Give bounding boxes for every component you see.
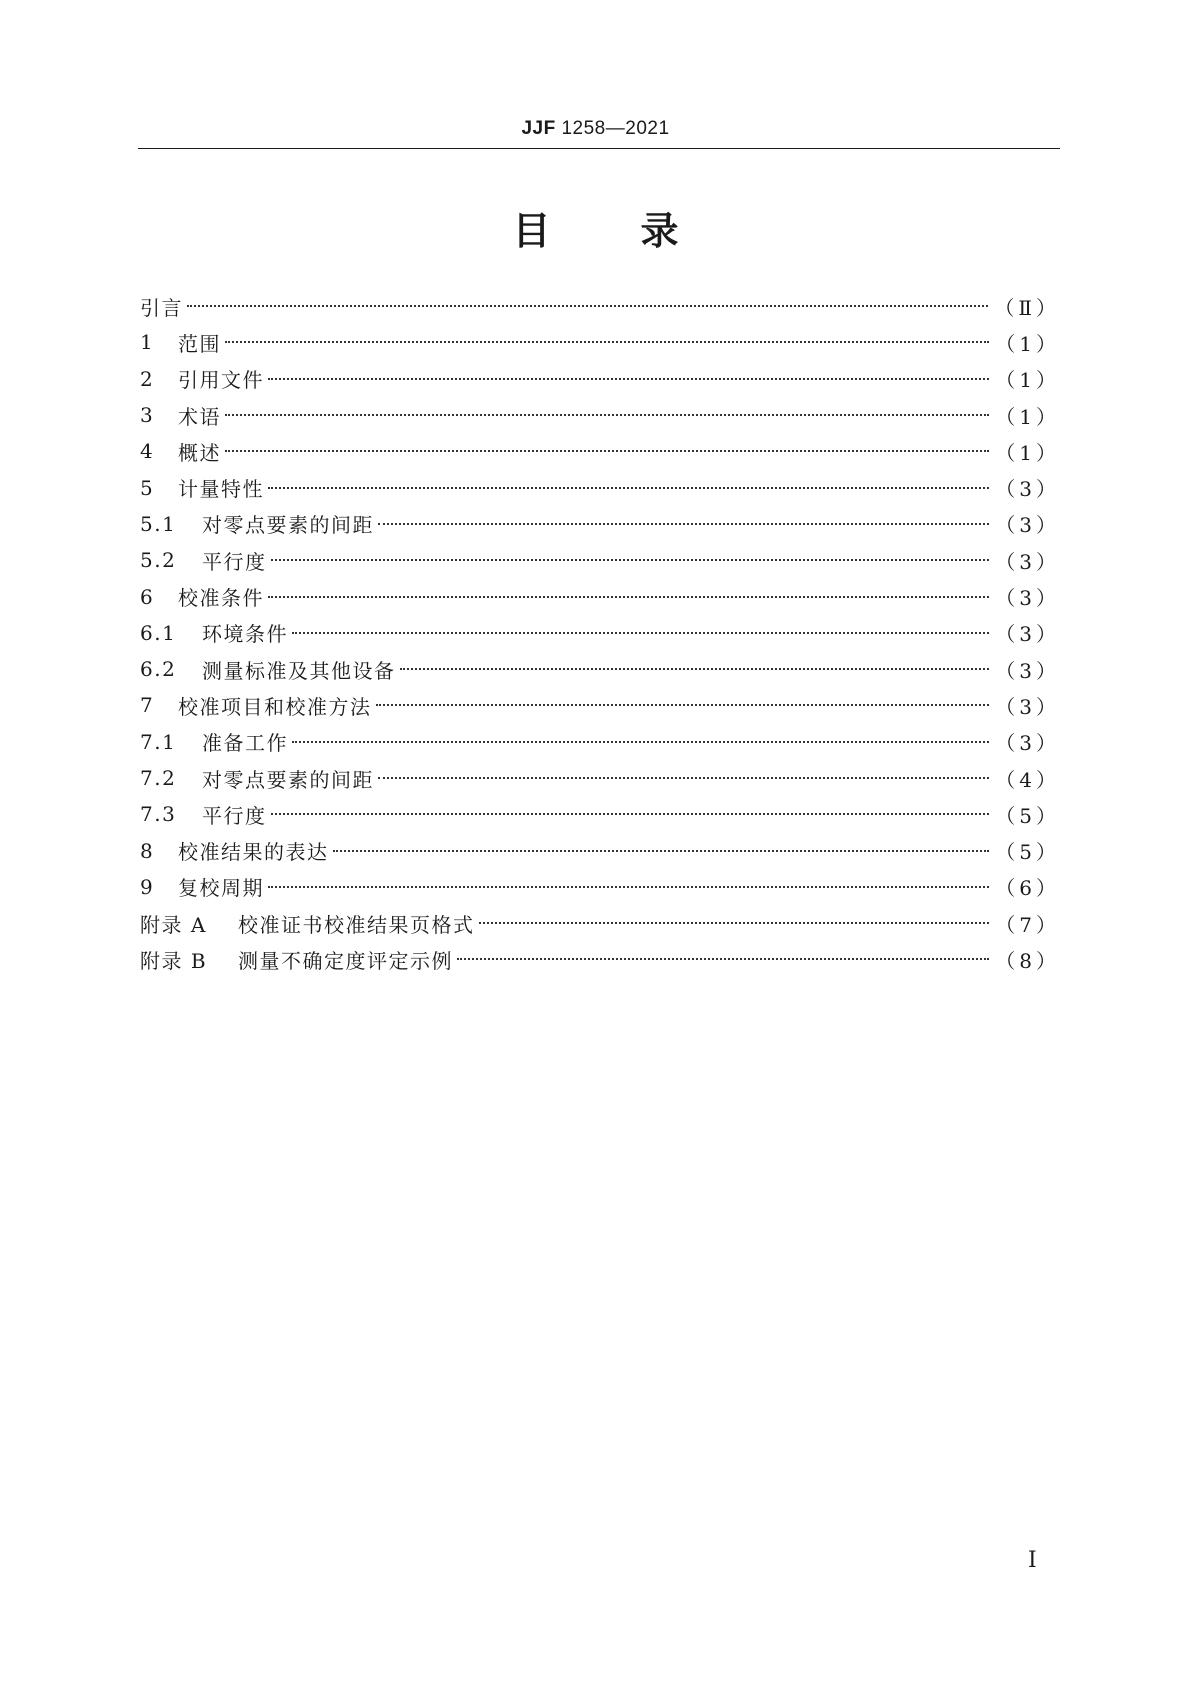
- toc-entry[interactable]: [140, 941, 1060, 977]
- toc-entry[interactable]: [140, 542, 1060, 578]
- toc-leader-dots: [333, 850, 990, 852]
- toc-entry-page: （3）: [995, 694, 1060, 719]
- toc-entry-title: 校准条件: [178, 586, 264, 611]
- toc-entry-number: 7.2: [140, 766, 177, 790]
- toc-entry-title: 校准证书校准结果页格式: [238, 912, 475, 937]
- toc-entry-number: 6: [140, 584, 155, 609]
- toc-entry-title: 范围: [178, 331, 221, 356]
- toc-entry-number: 6.1: [140, 620, 177, 645]
- toc-entry[interactable]: [140, 796, 1060, 832]
- toc-leader-dots: [268, 487, 989, 489]
- toc-entry[interactable]: [140, 869, 1060, 905]
- toc-entry-title: 环境条件: [202, 622, 288, 647]
- toc-entry-number: 3: [140, 403, 155, 428]
- toc-entry-title: 术语: [178, 404, 221, 429]
- toc-leader-dots: [271, 813, 990, 815]
- toc-leader-dots: [268, 596, 989, 598]
- toc-entry-title: 引言: [140, 295, 183, 320]
- toc-entry-page: （3）: [995, 586, 1060, 611]
- toc-entry-title: 概述: [178, 440, 221, 465]
- toc-leader-dots: [378, 777, 989, 779]
- toc-entry-title: 测量标准及其他设备: [202, 658, 396, 683]
- toc-entry[interactable]: [140, 724, 1060, 760]
- toc-entry[interactable]: [140, 578, 1060, 614]
- toc-leader-dots: [225, 450, 989, 452]
- toc-entry[interactable]: [140, 324, 1060, 360]
- toc-entry-number: 7.3: [140, 802, 177, 827]
- toc-entry-number: 9: [140, 874, 155, 899]
- toc-entry-number: 附录 A: [140, 912, 207, 937]
- toc-entry-number: 附录 B: [140, 948, 208, 973]
- toc-entry[interactable]: [140, 651, 1060, 687]
- header-divider: [138, 148, 1060, 149]
- title-char-1: 目: [512, 209, 551, 253]
- toc-entry-page: （4）: [995, 767, 1060, 792]
- toc-entry[interactable]: [140, 832, 1060, 868]
- toc-entry-page: （5）: [995, 803, 1060, 828]
- toc-leader-dots: [268, 886, 989, 888]
- standard-prefix: JJF: [521, 118, 556, 139]
- toc-entry-page: （1）: [995, 404, 1060, 429]
- toc-leader-dots: [400, 668, 990, 670]
- toc-entry[interactable]: [140, 760, 1060, 796]
- toc-entry-number: 8: [140, 838, 155, 863]
- toc-entry-title: 校准项目和校准方法: [178, 694, 372, 719]
- toc-entry-number: 5.2: [140, 548, 177, 573]
- toc-entry-title: 测量不确定度评定示例: [238, 948, 453, 973]
- toc-entry-title: 复校周期: [178, 876, 264, 901]
- toc-entry-page: （Ⅱ）: [994, 295, 1060, 320]
- toc-entry-page: （5）: [995, 840, 1060, 865]
- toc-entry-page: （1）: [995, 331, 1060, 356]
- toc-entry-number: 5: [140, 475, 155, 500]
- toc-entry-number: 2: [140, 366, 155, 391]
- toc-entry[interactable]: [140, 397, 1060, 433]
- toc-leader-dots: [268, 378, 989, 380]
- toc-leader-dots: [457, 958, 989, 960]
- toc-entry-title: 准备工作: [202, 731, 288, 756]
- toc-leader-dots: [378, 523, 989, 525]
- toc-entry-page: （7）: [995, 912, 1060, 937]
- toc-entry-title: 计量特性: [178, 477, 264, 502]
- toc-entry-number: 7: [140, 693, 155, 718]
- toc-entry-title: 校准结果的表达: [178, 840, 329, 865]
- toc-entry-number: 4: [140, 439, 155, 464]
- toc-entry-number: 7.1: [140, 729, 177, 754]
- toc-entry-page: （1）: [995, 440, 1060, 465]
- toc-entry[interactable]: [140, 361, 1060, 397]
- standard-number: 1258—2021: [561, 118, 670, 139]
- toc-leader-dots: [292, 632, 989, 634]
- toc-entry-page: （8）: [995, 948, 1060, 973]
- toc-entry-title: 对零点要素的间距: [202, 513, 374, 538]
- toc-entry-page: （3）: [995, 658, 1060, 683]
- toc-entry[interactable]: [140, 506, 1060, 542]
- toc-entry-page: （3）: [995, 549, 1060, 574]
- toc-leader-dots: [187, 305, 988, 307]
- standard-code-header: [0, 118, 1191, 140]
- toc-entry[interactable]: [140, 615, 1060, 651]
- toc-entry-page: （6）: [995, 876, 1060, 901]
- page-title: [0, 200, 1191, 255]
- toc-entry-page: （3）: [995, 477, 1060, 502]
- toc-entry-page: （3）: [995, 513, 1060, 538]
- toc-entry[interactable]: [140, 905, 1060, 941]
- toc-leader-dots: [479, 922, 990, 924]
- page-number: Ⅰ: [1028, 1548, 1037, 1573]
- toc-leader-dots: [225, 341, 989, 343]
- toc-leader-dots: [225, 414, 989, 416]
- title-char-2: 录: [640, 209, 679, 253]
- toc-entry[interactable]: [140, 469, 1060, 505]
- toc-leader-dots: [376, 704, 990, 706]
- toc-entry[interactable]: [140, 433, 1060, 469]
- toc-entry-page: （3）: [995, 731, 1060, 756]
- toc-entry-title: 平行度: [202, 549, 267, 574]
- table-of-contents: [140, 288, 1060, 978]
- toc-leader-dots: [271, 559, 990, 561]
- toc-entry-number: 5.1: [140, 511, 177, 536]
- toc-entry-number: 6.2: [140, 657, 177, 682]
- toc-entry[interactable]: [140, 687, 1060, 723]
- toc-entry-title: 对零点要素的间距: [202, 767, 374, 792]
- toc-entry-title: 平行度: [202, 803, 267, 828]
- toc-entry-title: 引用文件: [178, 368, 264, 393]
- toc-entry-page: （3）: [995, 622, 1060, 647]
- toc-leader-dots: [292, 741, 989, 743]
- toc-entry-page: （1）: [995, 368, 1060, 393]
- toc-entry-number: 1: [140, 330, 155, 355]
- toc-entry[interactable]: [140, 288, 1060, 324]
